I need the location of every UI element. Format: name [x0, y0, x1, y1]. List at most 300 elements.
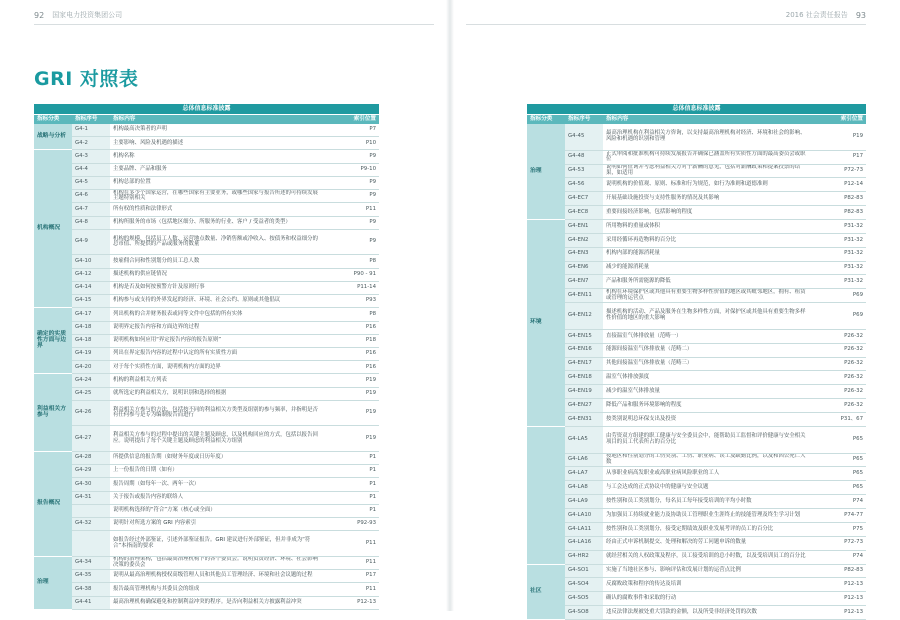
- indicator-content: 能源间接温室气体排放量（范畴二）: [603, 343, 813, 357]
- table-row: [34, 321, 379, 334]
- indicator-code: G4-EC7: [565, 192, 603, 206]
- indicator-content: 采用经循环再造物料的百分比: [603, 233, 813, 247]
- table-row: [527, 550, 866, 564]
- table-row: [34, 465, 379, 478]
- table-row: [527, 564, 866, 578]
- indicator-code: [72, 504, 110, 517]
- indicator-code: G4-LA11: [565, 522, 603, 536]
- table-row: [527, 303, 866, 330]
- table-row: [527, 150, 866, 164]
- index-location: P1: [326, 451, 379, 464]
- indicator-content: 说明界定报告内容和方面边界的过程: [110, 321, 326, 334]
- table-row: [527, 357, 866, 371]
- table-row: [527, 329, 866, 343]
- table-row: [34, 176, 379, 189]
- indicator-code: G4-15: [72, 295, 110, 308]
- index-location: P9: [326, 150, 379, 163]
- table-row: [34, 190, 379, 203]
- category-cell: 机构概况: [34, 150, 72, 308]
- table-row: [527, 385, 866, 399]
- indicator-content: 所用物料的重量或体积: [603, 220, 813, 234]
- category-cell: 战略与分析: [34, 124, 72, 150]
- table-row: [527, 481, 866, 495]
- indicator-content: 最高治理机构在利益相关方咨询，以支持最高治理机构对经济、环境和社会的影响、风险和机遇的识别和管理: [603, 124, 813, 150]
- indicator-content: 开展基础设施投资与支持性服务的情况及其影响: [603, 192, 813, 206]
- table-row: [527, 261, 866, 275]
- table-row: [34, 596, 379, 609]
- index-location: P12-13: [326, 596, 379, 609]
- indicator-code: G4-30: [72, 478, 110, 491]
- index-location: P26-32: [813, 385, 866, 399]
- indicator-content: 与工会达成的正式协议中的健康与安全议题: [603, 481, 813, 495]
- category-cell: 治理: [34, 556, 72, 609]
- table-row: [527, 206, 866, 220]
- table-row: [34, 295, 379, 308]
- indicator-code: G4-34: [72, 556, 110, 569]
- indicator-content: 报告最高管理机构与其委员会的组成: [110, 583, 326, 596]
- index-location: P74-77: [813, 509, 866, 523]
- indicator-content: 关于报告或报告内容的联络人: [110, 491, 326, 504]
- column-header: 指标序号: [565, 115, 603, 125]
- table-header-row: [34, 115, 379, 125]
- indicator-content: 最高治理机构确保避免和控制利益冲突的程序。是否向利益相关方披露利益冲突: [110, 596, 326, 609]
- indicator-code: G4-LA16: [565, 536, 603, 550]
- table-row: [34, 400, 379, 425]
- page-gutter: [446, 0, 454, 611]
- index-location: P90 - 91: [326, 268, 379, 281]
- indicator-code: G4-SO5: [565, 592, 603, 606]
- indicator-code: G4-EN27: [565, 399, 603, 413]
- index-location: P12-14: [813, 178, 866, 192]
- indicator-code: G4-14: [72, 281, 110, 294]
- index-location: P65: [813, 453, 866, 467]
- indicator-content: 对于每个实质性方面，说明机构内方面的边界: [110, 361, 326, 374]
- table-row: [527, 426, 866, 453]
- index-location: P82-83: [813, 206, 866, 220]
- indicator-content: 确认的腐败事件和采取的行动: [603, 592, 813, 606]
- indicator-code: G4-3: [72, 150, 110, 163]
- indicator-code: G4-EN19: [565, 385, 603, 399]
- indicator-content: 所有权的性质和法律形式: [110, 203, 326, 216]
- indicator-content: 机构是否及如何按预警方针及原则行事: [110, 281, 326, 294]
- table-row: [34, 229, 379, 254]
- table-row: [527, 536, 866, 550]
- column-header: 指标内容: [603, 115, 813, 125]
- index-location: P8: [326, 308, 379, 321]
- table-row: [34, 163, 379, 176]
- indicator-content: 机构在环境保护区或其他具有重要生物多样性价值的地区或其毗邻地区，拥有、租赁或管理的运营点: [603, 289, 813, 303]
- indicator-content: 上一份报告的日期（如有）: [110, 465, 326, 478]
- indicator-code: G4-LA6: [565, 453, 603, 467]
- index-location: P9: [326, 229, 379, 254]
- indicator-code: G4-EC8: [565, 206, 603, 220]
- indicator-content: 说明针对所选方案的 GRI 内容索引: [110, 518, 326, 531]
- table-row: [527, 578, 866, 592]
- table-row: [527, 192, 866, 206]
- category-cell: 社区: [527, 564, 565, 619]
- indicator-content: 机构总部的位置: [110, 176, 326, 189]
- index-location: P1: [326, 465, 379, 478]
- index-location: P26-32: [813, 357, 866, 371]
- index-location: P74: [813, 495, 866, 509]
- indicator-code: G4-EN11: [565, 289, 603, 303]
- indicator-code: G4-EN12: [565, 303, 603, 330]
- table-row: [527, 178, 866, 192]
- column-header: 指标内容: [110, 115, 326, 125]
- indicator-content: 就经营相关的人权政策及程序，员工接受培训的总小时数，以及受培训员工的百分比: [603, 550, 813, 564]
- indicator-content: 由劳资双方组建的职工健康与安全委员会中，能帮助员工监督和评价健康与安全相关项目的员工代表所占的百分比: [603, 426, 813, 453]
- index-location: P9: [326, 216, 379, 229]
- indicator-content: 直接温室气体排放量（范畴一）: [603, 329, 813, 343]
- indicator-code: G4-10: [72, 255, 110, 268]
- index-location: P9: [326, 190, 379, 203]
- indicator-code: G4-24: [72, 374, 110, 387]
- category-cell: 确定的实质性方面与边界: [34, 308, 72, 374]
- indicator-code: G4-EN7: [565, 275, 603, 289]
- table-row: [527, 275, 866, 289]
- indicator-content: 机构最高决策者的声明: [110, 124, 326, 137]
- indicator-content: 降低产品和服务环境影响的程度: [603, 399, 813, 413]
- indicator-code: G4-17: [72, 308, 110, 321]
- index-location: P9-10: [326, 163, 379, 176]
- table-row: [527, 413, 866, 427]
- indicator-code: G4-EN16: [565, 343, 603, 357]
- indicator-content: 如报告经过外部鉴证，引述外部鉴证报告。GRI 建议进行外部鉴证，但并非成为“符合”本指南的要求: [110, 531, 326, 556]
- index-location: P11: [326, 583, 379, 596]
- table-row: [34, 334, 379, 347]
- index-location: P82-83: [813, 192, 866, 206]
- index-location: P19: [326, 374, 379, 387]
- table-row: [34, 531, 379, 556]
- table-row: [527, 399, 866, 413]
- table-row: [34, 203, 379, 216]
- index-location: P26-32: [813, 371, 866, 385]
- indicator-code: G4-7: [72, 203, 110, 216]
- indicator-content: 说明机构如何应用“界定报告内容的报告原则”: [110, 334, 326, 347]
- table-caption-row: [34, 104, 379, 115]
- table-row: [527, 522, 866, 536]
- indicator-code: G4-EN6: [565, 261, 603, 275]
- table-row: [34, 478, 379, 491]
- indicator-code: G4-35: [72, 570, 110, 583]
- right-page-number: 93: [855, 10, 866, 20]
- index-location: P1: [326, 491, 379, 504]
- index-location: P11: [326, 531, 379, 556]
- table-row: [34, 491, 379, 504]
- indicator-content: 说明机构的价值观、原则、标准和行为规范，如行为准则和道德准则: [603, 178, 813, 192]
- indicator-code: G4-18: [72, 321, 110, 334]
- right-page-header: [786, 10, 866, 20]
- indicator-code: G4-EN1: [565, 220, 603, 234]
- table-caption: 总体信息标准披露: [527, 104, 866, 115]
- indicator-code: G4-9: [72, 229, 110, 254]
- table-row: [527, 509, 866, 523]
- index-location: P82-83: [813, 564, 866, 578]
- indicator-content: 利益相关方参与的过程中提出的关键主题及顾虑，以及机构回应的方式，包括以报告回应。说明提出了每个关键主题及顾虑的利益相关方组别: [110, 426, 326, 451]
- indicator-code: G4-LA7: [565, 467, 603, 481]
- index-location: P72-73: [813, 536, 866, 550]
- indicator-content: 所提供信息的报告期（如财务年度或日历年度）: [110, 451, 326, 464]
- index-location: P75: [813, 522, 866, 536]
- index-location: P31、67: [813, 413, 866, 427]
- index-location: P31-32: [813, 220, 866, 234]
- index-location: P12-13: [813, 578, 866, 592]
- indicator-content: 说明机构选择的“符合”方案（核心或全面）: [110, 504, 326, 517]
- indicator-code: G4-SO4: [565, 578, 603, 592]
- indicator-code: G4-EN31: [565, 413, 603, 427]
- indicator-code: G4-28: [72, 451, 110, 464]
- indicator-content: 按性别和员工类别划分，接受定期绩效及职业发展考评的员工的百分比: [603, 522, 813, 536]
- indicator-content: 正式审阅和批准机构可持续发展报告并确保已涵盖所有实质性方面的最高委员会或职位: [603, 150, 813, 164]
- indicator-code: G4-12: [72, 268, 110, 281]
- column-header: 指标分类: [527, 115, 565, 125]
- table-row: [34, 348, 379, 361]
- index-location: P16: [326, 348, 379, 361]
- indicator-content: 重要间接经济影响，包括影响的程度: [603, 206, 813, 220]
- right-header-rule: [466, 24, 866, 25]
- indicator-content: 就所选定的利益相关方，说明识别和选择的根据: [110, 387, 326, 400]
- left-header-rule: [34, 24, 434, 25]
- table-row: [34, 504, 379, 517]
- indicator-content: 描述机构的供应链情况: [110, 268, 326, 281]
- indicator-content: 列出机构的合并财务报表或同等文件中包括的所有实体: [110, 308, 326, 321]
- index-location: P92-93: [326, 518, 379, 531]
- index-location: P69: [813, 303, 866, 330]
- right-report-name: 2016 社会责任报告: [785, 11, 848, 19]
- indicator-code: G4-29: [72, 465, 110, 478]
- index-location: P17: [326, 570, 379, 583]
- indicator-code: G4-LA5: [565, 426, 603, 453]
- indicator-content: 从事职业病高发职业或高职业病风险职业的工人: [603, 467, 813, 481]
- indicator-code: G4-EN18: [565, 371, 603, 385]
- indicator-content: 机构在多少个国家运营，在哪些国家有主要业务，或哪些国家与报告所述的可持续发展主题特别相关: [110, 190, 326, 203]
- indicator-content: 按雇佣合同和性别划分的员工总人数: [110, 255, 326, 268]
- table-row: [34, 556, 379, 569]
- table-row: [34, 583, 379, 596]
- index-location: P16: [326, 361, 379, 374]
- indicator-content: 违反法律法规被处重大罚款的金额，以及所受非经济处罚的次数: [603, 606, 813, 620]
- indicator-content: 经由正式申诉机制提交、处理和解决的劳工问题申诉的数量: [603, 536, 813, 550]
- table-row: [34, 570, 379, 583]
- indicator-content: 机构的规模，包括员工人数、运营地点数量、净销售额或净收入、按债务和权益细分的总市值、所提供的产品或服务的数量: [110, 229, 326, 254]
- table-row: [34, 255, 379, 268]
- indicator-code: G4-53: [565, 164, 603, 178]
- index-location: P26-32: [813, 329, 866, 343]
- table-row: [527, 124, 866, 150]
- table-row: [34, 124, 379, 137]
- index-location: P65: [813, 481, 866, 495]
- indicator-content: 按性别和员工类别划分，每名员工每年接受培训的平均小时数: [603, 495, 813, 509]
- gri-table-right: [527, 104, 866, 620]
- index-location: P12-13: [813, 592, 866, 606]
- index-location: P26-32: [813, 343, 866, 357]
- indicator-content: 产品和服务所需能源的降低: [603, 275, 813, 289]
- index-location: P7: [326, 124, 379, 137]
- table-caption: 总体信息标准披露: [34, 104, 379, 115]
- table-row: [527, 495, 866, 509]
- index-location: P18: [326, 334, 379, 347]
- indicator-code: G4-EN2: [565, 233, 603, 247]
- table-row: [527, 247, 866, 261]
- index-location: P65: [813, 426, 866, 453]
- table-row: [527, 592, 866, 606]
- indicator-content: 列出在界定报告内容的过程中认定的所有实质性方面: [110, 348, 326, 361]
- indicator-code: G4-41: [72, 596, 110, 609]
- table-row: [527, 467, 866, 481]
- index-location: P9: [326, 176, 379, 189]
- indicator-code: G4-32: [72, 518, 110, 531]
- category-cell: 利益相关方参与: [34, 374, 72, 451]
- index-location: P8: [326, 255, 379, 268]
- index-location: P11-14: [326, 281, 379, 294]
- indicator-code: G4-EN3: [565, 247, 603, 261]
- indicator-content: 减少的温室气体排放量: [603, 385, 813, 399]
- indicator-content: 按地区和性别划分的工伤类别、工伤、职业病、误工及缺勤比例，以及和因公死亡人数: [603, 453, 813, 467]
- indicator-code: G4-6: [72, 190, 110, 203]
- indicator-content: 为加强员工持续就业能力及协助员工管理职业生涯终止的技能管理及终生学习计划: [603, 509, 813, 523]
- indicator-code: G4-EN17: [565, 357, 603, 371]
- index-location: P11: [326, 203, 379, 216]
- indicator-code: G4-8: [72, 216, 110, 229]
- table-row: [527, 233, 866, 247]
- indicator-code: G4-48: [565, 150, 603, 164]
- table-header-row: [527, 115, 866, 125]
- table-row: [527, 289, 866, 303]
- indicator-content: 温室气体排放强度: [603, 371, 813, 385]
- indicator-content: 机构内部的能源消耗量: [603, 247, 813, 261]
- column-header: 索引位置: [326, 115, 379, 125]
- left-page-number: 92: [34, 10, 45, 20]
- indicator-code: G4-18: [72, 334, 110, 347]
- category-cell: [527, 426, 565, 564]
- table-row: [34, 451, 379, 464]
- indicator-code: G4-HR2: [565, 550, 603, 564]
- table-row: [34, 426, 379, 451]
- indicator-content: 机构参与或支持的外界发起的经济、环境、社会公约、原则或其他倡议: [110, 295, 326, 308]
- index-location: P65: [813, 467, 866, 481]
- category-cell: 环境: [527, 220, 565, 427]
- indicator-code: [72, 531, 110, 556]
- page-title: GRI 对照表: [34, 68, 139, 90]
- indicator-code: G4-LA9: [565, 495, 603, 509]
- index-location: P31-32: [813, 247, 866, 261]
- index-location: P26-32: [813, 399, 866, 413]
- table-row: [527, 606, 866, 620]
- indicator-content: 主要品牌、产品和服务: [110, 163, 326, 176]
- indicator-code: G4-56: [565, 178, 603, 192]
- indicator-code: G4-LA8: [565, 481, 603, 495]
- table-row: [34, 387, 379, 400]
- indicator-code: G4-SO8: [565, 606, 603, 620]
- index-location: P11: [326, 556, 379, 569]
- indicator-content: 机构所服务的市场（包括地区细分、所服务的行业、客户 / 受益者的类型）: [110, 216, 326, 229]
- index-location: P10: [326, 137, 379, 150]
- indicator-code: G4-SO1: [565, 564, 603, 578]
- indicator-content: 利益相关方参与的方法，包括按不同的利益相关方类型及组别的参与频率，并指明是否有任何参与是专为编制报告而进行: [110, 400, 326, 425]
- index-location: P31-32: [813, 261, 866, 275]
- indicator-content: 说明从最高治理机构授权高级管理人员和其他员工管理经济、环境和社会议题的过程: [110, 570, 326, 583]
- indicator-code: G4-25: [72, 387, 110, 400]
- indicator-code: G4-31: [72, 491, 110, 504]
- indicator-code: G4-27: [72, 426, 110, 451]
- indicator-code: G4-26: [72, 400, 110, 425]
- indicator-content: 主要影响、风险及机遇的描述: [110, 137, 326, 150]
- table-row: [527, 371, 866, 385]
- left-page-header: [34, 10, 122, 20]
- table-caption-row: [527, 104, 866, 115]
- indicator-content: 减少的能源消耗量: [603, 261, 813, 275]
- indicator-content: 机构名称: [110, 150, 326, 163]
- index-location: P19: [326, 400, 379, 425]
- index-location: P31-32: [813, 233, 866, 247]
- indicator-content: 实施了当地社区参与、影响评估和发展计划的运营点比例: [603, 564, 813, 578]
- column-header: 索引位置: [813, 115, 866, 125]
- index-location: P69: [813, 289, 866, 303]
- indicator-code: G4-4: [72, 163, 110, 176]
- indicator-content: 反腐败政策和程序的传达及培训: [603, 578, 813, 592]
- indicator-code: G4-1: [72, 124, 110, 137]
- table-row: [34, 137, 379, 150]
- indicator-content: 其他间接温室气体排放量（范畴三）: [603, 357, 813, 371]
- table-row: [34, 268, 379, 281]
- table-row: [527, 220, 866, 234]
- table-row: [34, 361, 379, 374]
- indicator-code: G4-EN15: [565, 329, 603, 343]
- table-row: [34, 308, 379, 321]
- index-location: P17: [813, 150, 866, 164]
- indicator-content: 机构的治理架构，包括最高治理机构下的各个委员会。说明负责经济、环境、社会影响决策的委员会: [110, 556, 326, 569]
- column-header: 指标分类: [34, 115, 72, 125]
- index-location: P1: [326, 478, 379, 491]
- indicator-content: 描述机构的活动、产品及服务在生物多样性方面，对保护区或其他具有重要生物多样性价值的地区的重大影响: [603, 303, 813, 330]
- index-location: P19: [326, 387, 379, 400]
- index-location: P74: [813, 550, 866, 564]
- table-row: [34, 216, 379, 229]
- indicator-content: 说明如何征询并考虑利益相关方对于薪酬的意见，包括对薪酬政策和提案投票的结果，如适用: [603, 164, 813, 178]
- table-row: [34, 150, 379, 163]
- column-header: 指标序号: [72, 115, 110, 125]
- table-row: [527, 164, 866, 178]
- index-location: P72-73: [813, 164, 866, 178]
- table-row: [527, 453, 866, 467]
- gri-table-left: [34, 104, 379, 610]
- index-location: P16: [326, 321, 379, 334]
- index-location: P31-32: [813, 275, 866, 289]
- index-location: P19: [813, 124, 866, 150]
- indicator-code: G4-LA10: [565, 509, 603, 523]
- left-org-name: 国家电力投资集团公司: [52, 11, 123, 19]
- category-cell: 报告概况: [34, 451, 72, 556]
- indicator-code: G4-2: [72, 137, 110, 150]
- table-row: [34, 518, 379, 531]
- indicator-code: G4-45: [565, 124, 603, 150]
- indicator-content: 按类别说明总环保支出及投资: [603, 413, 813, 427]
- indicator-code: G4-5: [72, 176, 110, 189]
- table-row: [34, 281, 379, 294]
- index-location: P1: [326, 504, 379, 517]
- indicator-code: G4-20: [72, 361, 110, 374]
- indicator-content: 报告周期（如每年一次、两年一次）: [110, 478, 326, 491]
- table-row: [527, 343, 866, 357]
- indicator-code: G4-38: [72, 583, 110, 596]
- table-row: [34, 374, 379, 387]
- category-cell: 治理: [527, 124, 565, 220]
- indicator-content: 机构的利益相关方列表: [110, 374, 326, 387]
- index-location: P12-13: [813, 606, 866, 620]
- index-location: P19: [326, 426, 379, 451]
- index-location: P93: [326, 295, 379, 308]
- indicator-code: G4-19: [72, 348, 110, 361]
